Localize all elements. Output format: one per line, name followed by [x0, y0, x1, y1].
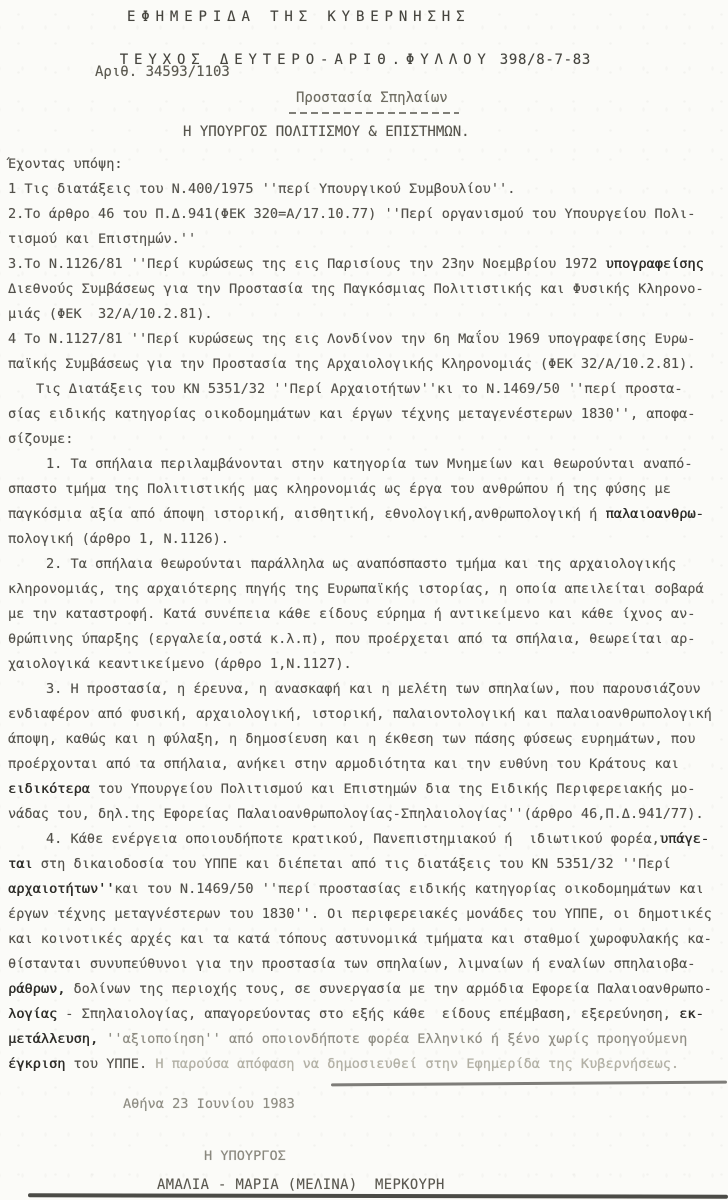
body-text-segment: υπάγε-: [659, 831, 709, 847]
body-line: [8, 877, 726, 902]
body-text-segment: Έχοντας υπόψη:: [8, 156, 123, 172]
body-line: [8, 477, 726, 502]
body-text-segment: θίστανται συνυπεύθυνοι για την προστασία των σπηλαίων, λιμναίων ή εναλίων σπηλαιοβα-: [8, 956, 696, 972]
body-text-segment: Τις Διατάξεις του ΚΝ 5351/32 ''Περί Αρχαιοτήτων''κι το Ν.1469/50 ''περί προστα-: [36, 381, 683, 397]
dashed-separator: [289, 112, 459, 114]
body-line: [8, 377, 726, 402]
body-text-segment: θρώπινης ύπαρξης (εργαλεία,οστά κ.λ.π), που προέρχεται από τα σπήλαια, θεωρείται αρ-: [8, 631, 696, 647]
issue-number: 398/8-7-83: [499, 52, 592, 68]
body-text-segment: - Σπηλαιολογίας, απαγορεύοντας στο εξής κάθε είδους επέμβαση, εξερεύνηση,: [65, 1006, 680, 1022]
body-text-segment: 1. Τα σπήλαια περιλαμβάνονται στην κατηγορία των Μνημείων και θεωρούνται αναπό-: [46, 456, 693, 472]
gazette-masthead-title: ΕΦΗΜΕΡΙΔΑ ΤΗΣ ΚΥΒΕΡΝΗΣΗΣ: [127, 9, 471, 25]
issue-label: ΤΕΥΧΟΣ ΔΕΥΤΕΡΟ-ΑΡΙΘ.ΦΥΛΛΟΥ: [119, 52, 492, 68]
body-text-segment: με την καταστροφή. Κατά συνέπεια κάθε είδους εύρημα ή αντικείμενο και κάθε ίχνος αν-: [8, 606, 696, 622]
scan-artifact-underline: [331, 1081, 727, 1087]
body-text-segment: κληρονομιάς, της αρχαιότερης πηγής της Ευρωπαϊκής ιστορίας, η οποία απειλείται σοβαρά: [8, 581, 704, 597]
body-text-segment: 4. Κάθε ενέργεια οποιουδήποτε κρατικού, Πανεπιστημιακού ή ιδιωτικού φορέα,: [46, 831, 660, 847]
body-text-segment: παγκόσμια αξία από άποψη ιστορική, αισθητική, εθνολογική,ανθρωπολογική ή: [8, 506, 606, 522]
body-text-segment: στη δικαιοδοσία του ΥΠΠΕ και διέπεται από τις διατάξεις του ΚΝ 5351/32 ''Περί: [40, 856, 671, 872]
body-line: [8, 177, 726, 202]
body-text-segment: λογίας: [8, 1006, 66, 1022]
body-text-segment: του Υπουργείου Πολιτισμού και Επιστημών δια της Ειδικής Περιφερειακής μο-: [98, 781, 696, 797]
body-line: [8, 702, 726, 727]
body-text-segment: εκ-: [679, 1006, 704, 1022]
body-line: [8, 677, 726, 702]
body-text-segment: δολίνων της περιοχής τους, σε συνεργασία με την αρμόδια Εφορεία Παλαιοανθρωπο-: [73, 981, 712, 997]
body-text-segment: παλαιοανθρω-: [605, 506, 704, 522]
body-text-segment: Διεθνούς Συμβάσεως για την Προστασία της Παγκόσμιας Πολιτιστικής και Φυσικής Κληρονο-: [8, 281, 704, 297]
body-line: [8, 752, 726, 777]
document-subject: Προστασία Σπηλαίων: [296, 90, 448, 106]
body-line: [8, 602, 726, 627]
body-line: [8, 977, 726, 1002]
body-text-segment: ενδιαφέρον από φυσική, αρχαιολογική, ιστορική, παλαιοντολογική και παλαιοανθρωπολογική: [8, 706, 712, 722]
body-line: [8, 802, 726, 827]
body-line: [8, 952, 726, 977]
body-text-segment: του ΥΠΠΕ.: [73, 1056, 156, 1072]
scan-artifact-bottom-rule: [28, 1193, 728, 1198]
body-line: [8, 152, 726, 177]
body-text-segment: παϊκής Συμβάσεως για την Προστασία της Αρχαιολογικής Κληρονομιάς (ΦΕΚ 32/Α/10.2.81).: [8, 356, 696, 372]
protocol-number: Αριθ. 34593/1103: [95, 64, 230, 80]
body-text-segment: πολογική (άρθρο 1, Ν.1126).: [8, 531, 229, 547]
body-text-segment: άποψη, καθώς και η φύλαξη, η δημοσίευση και η έκθεση των πάσης φύσεως ευρημάτων, που: [8, 731, 696, 747]
body-line: [8, 627, 726, 652]
body-line: [8, 452, 726, 477]
body-line: [8, 277, 726, 302]
body-line: [8, 227, 726, 252]
issuing-authority: Η ΥΠΟΥΡΓΟΣ ΠΟΛΙΤΙΣΜΟΥ & ΕΠΙΣΤΗΜΩΝ.: [183, 124, 470, 140]
body-line: [8, 577, 726, 602]
body-line: [8, 302, 726, 327]
body-text-segment: 3. Η προστασία, η έρευνα, η ανασκαφή και η μελέτη των σπηλαίων, που παρουσιάζουν: [46, 681, 701, 697]
body-text-segment: ται: [8, 856, 41, 872]
body-text-segment: χαιολογικά κεαντικείμενο (άρθρο 1,Ν.1127).: [8, 656, 352, 672]
body-text-segment: προέρχονται από τα σπήλαια, ανήκει στην αρμοδιότητα και την ευθύνη του Κράτους και: [8, 756, 680, 772]
body-line: [8, 852, 726, 877]
body-text-segment: 3.Το Ν.1126/81 ''Περί κυρώσεως της εις Παρισίους την 23ην Νοεμβρίου 1972: [8, 256, 606, 272]
body-text-segment: έγκριση: [8, 1056, 74, 1072]
body-text-segment: σίας ειδικής κατηγορίας οικοδομημάτων και έργων τέχνης μεταγενέστερων 1830'', αποφα-: [8, 406, 696, 422]
body-line: [8, 1052, 726, 1077]
body-text-segment: σίζουμε:: [8, 431, 74, 447]
body-line: [8, 777, 726, 802]
body-line: [8, 352, 726, 377]
body-line: [8, 552, 726, 577]
signatory-title: Η ΥΠΟΥΡΓΟΣ: [204, 1148, 286, 1164]
signatory-name: ΑΜΑΛΙΑ - ΜΑΡΙΑ (ΜΕΛΙΝΑ) ΜΕΡΚΟΥΡΗ: [157, 1177, 445, 1193]
body-text-segment: 1 Τις διατάξεις του Ν.400/1975 ''περί Υπουργικού Συμβουλίου''.: [8, 181, 516, 197]
body-text-segment: 4 Το Ν.1127/81 ''Περί κυρώσεως της εις Λονδίνον την 6η Μαΐου 1969 υπογραφείσης Ευρω-: [8, 331, 696, 347]
document-body: [8, 152, 726, 1077]
body-text-segment: μετάλλευση,: [8, 1031, 107, 1047]
body-text-segment: έργων τέχνης μεταγνέστερων του 1830''. Οι περιφερειακές μονάδες του ΥΠΠΕ, οι δημοτικές: [8, 906, 712, 922]
body-text-segment: και του Ν.1469/50 ''περί προστασίας ειδικής κατηγορίας οικοδομημάτων και: [114, 881, 704, 897]
body-line: [8, 527, 726, 552]
body-text-segment: 2. Τα σπήλαια θεωρούνται παράλληλα ως αναπόσπαστο τμήμα και της αρχαιολογικής: [46, 556, 677, 572]
body-line: [8, 1002, 726, 1027]
body-line: [8, 727, 726, 752]
body-line: [8, 202, 726, 227]
body-line: [8, 427, 726, 452]
body-line: [8, 827, 726, 852]
body-text-segment: μιάς (ΦΕΚ 32/Α/10.2.81).: [8, 306, 213, 322]
body-line: [8, 902, 726, 927]
body-text-segment: υπογραφείσης: [605, 256, 704, 272]
body-text-segment: αρχαιοτήτων'': [8, 881, 115, 897]
body-text-segment: ''αξιοποίηση'' από οποιονδήποτε φορέα Ελληνικό ή ξένο χωρίς προηγούμενη: [106, 1031, 688, 1047]
body-line: [8, 252, 726, 277]
body-text-segment: 2.Το άρθρο 46 του Π.Δ.941(ΦΕΚ 320=Α/17.10.77) ''Περί οργανισμού του Υπουργείου Πολι-: [8, 206, 696, 222]
body-text-segment: και κοινοτικές αρχές και τα κατά τόπους αστυνομικά τμήματα και σταθμοί χωροφυλακής κα-: [8, 931, 712, 947]
body-text-segment: Η παρούσα απόφαση να δημοσιευθεί στην Εφημερίδα της Κυβερνήσεως.: [155, 1056, 680, 1072]
body-text-segment: τισμού και Επιστημών.'': [8, 231, 197, 247]
body-text-segment: ειδικότερα: [8, 781, 99, 797]
body-line: [8, 402, 726, 427]
place-date-line: Αθήνα 23 Ιουνίου 1983: [123, 1096, 295, 1112]
body-text-segment: σπαστο τμήμα της Πολιτιστικής μας κληρονομιάς ως έργα του ανθρώπου ή της φύσης με: [8, 481, 671, 497]
body-line: [8, 327, 726, 352]
body-text-segment: ράθρων,: [8, 981, 74, 997]
body-text-segment: νάδας του, δηλ.της Εφορείας Παλαιοανθρωπολογίας-Σπηλαιολογίας''(άρθρο 46,Π.Δ.941/77).: [8, 806, 704, 822]
body-line: [8, 502, 726, 527]
body-line: [8, 1027, 726, 1052]
body-line: [8, 652, 726, 677]
body-line: [8, 927, 726, 952]
